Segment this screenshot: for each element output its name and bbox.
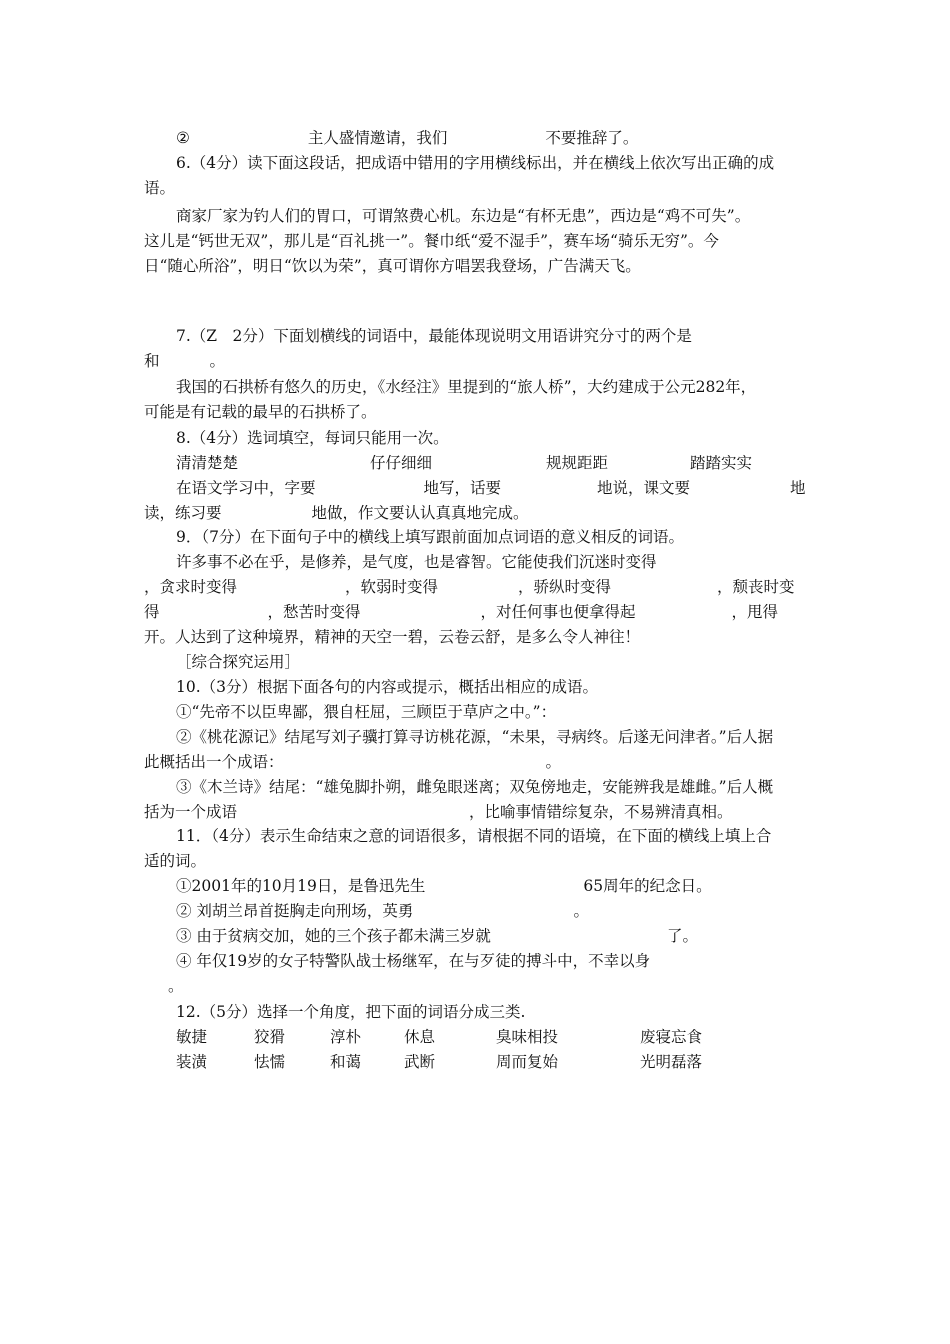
q9-title: 9．（7分）在下面句子中的横线上填写跟前面加点词语的意义相反的词语。 <box>176 528 684 546</box>
q9-paragraph-line: ，贪求时变得 ，软弱时变得 ，骄纵时变得 ，颓丧时变 <box>144 578 795 596</box>
q12-word: 废寝忘食 <box>640 1028 703 1046</box>
q8-word: 规规距距 <box>546 454 609 472</box>
q6-paragraph-line: 商家厂家为钓人们的胃口，可谓煞费心机。东边是“有杯无患”，西边是“鸡不可失”。 <box>176 207 751 225</box>
q9-paragraph-line: 开。人达到了这种境界，精神的天空一碧，云卷云舒，是多么令人神往！ <box>144 628 641 646</box>
q5-item-number: ② <box>176 129 190 147</box>
q11-title-cont: 适的词。 <box>144 852 207 870</box>
q11-title: 11．（4分）表示生命结束之意的词语很多，请根据不同的语境，在下面的横线上填上合 <box>176 827 772 845</box>
q8-word: 踏踏实实 <box>690 454 753 472</box>
q10-item: ③《木兰诗》结尾：“雄兔脚扑朔，雌兔眼迷离；双兔傍地走，安能辨我是雄雌。”后人概 <box>176 778 774 796</box>
q6-title: 6.（4分）读下面这段话，把成语中错用的字用横线标出，并在横线上依次写出正确的成 <box>176 154 775 172</box>
q10-item-cont: 括为一个成语 ，比喻事情错综复杂，不易辨清真相。 <box>144 803 733 821</box>
q12-word: 周而复始 <box>496 1053 559 1071</box>
q6-paragraph-line: 日“随心所浴”，明日“饮以为荣”，真可谓你方唱罢我登场，广告满天飞。 <box>144 257 641 275</box>
q11-item: ①2001年的10月19日，是鲁迅先生 65周年的纪念日。 <box>176 877 712 895</box>
section-heading: ［综合探究运用］ <box>176 653 301 671</box>
q11-item: ② 刘胡兰昂首挺胸走向刑场，英勇 。 <box>176 902 589 920</box>
q8-sentence-end: 地 <box>790 479 806 497</box>
q8-sentence-line: 读，练习要 地做，作文要认认真真地完成。 <box>144 504 529 522</box>
q8-sentence-line: 在语文学习中，字要 地写，话要 地说，课文要 <box>176 479 691 497</box>
q10-item: ②《桃花源记》结尾写刘子骥打算寻访桃花源，“未果，寻病终。后遂无问津者。”后人据 <box>176 728 774 746</box>
q8-title: 8.（4分）选词填空，每词只能用一次。 <box>176 429 449 447</box>
q12-word: 装潢 <box>176 1053 208 1071</box>
q12-word: 光明磊落 <box>640 1053 703 1071</box>
q8-word: 仔仔细细 <box>370 454 433 472</box>
q11-item: ③ 由于贫病交加，她的三个孩子都未满三岁就 了。 <box>176 927 698 945</box>
q10-item: ①“先帝不以臣卑鄙，猥自枉屈，三顾臣于草庐之中。”： <box>176 703 557 721</box>
q11-item: ④ 年仅19岁的女子特警队战士杨继军，在与歹徒的搏斗中，不幸以身 <box>176 952 651 970</box>
q10-item-cont: 此概括出一个成语： 。 <box>144 753 562 771</box>
q12-word: 淳朴 <box>330 1028 362 1046</box>
q5-text: 主人盛情邀请，我们 <box>307 129 448 147</box>
q5-text-end: 不要推辞了。 <box>545 129 639 147</box>
q6-title-cont: 语。 <box>144 179 176 197</box>
q7-and: 和 <box>144 352 160 370</box>
q9-paragraph-line: 得 ，愁苦时变得 ，对任何事也便拿得起 ，甩得 <box>144 603 779 621</box>
q5-line <box>176 128 638 148</box>
q12-word: 休息 <box>404 1028 436 1046</box>
q12-word: 臭味相投 <box>496 1028 559 1046</box>
q8-word: 清清楚楚 <box>176 454 239 472</box>
q12-word: 敏捷 <box>176 1028 208 1046</box>
q11-item-end: 。 <box>168 977 184 995</box>
q7-paragraph-line: 可能是有记载的最早的石拱桥了。 <box>144 403 377 421</box>
q12-word: 武断 <box>404 1053 436 1071</box>
q7-paragraph-line: 我国的石拱桥有悠久的历史，《水经注》里提到的“旅人桥”，大约建成于公元282年， <box>176 378 757 396</box>
q12-word: 和蔼 <box>330 1053 362 1071</box>
q9-paragraph-line: 许多事不必在乎，是修养，是气度，也是睿智。它能使我们沉迷时变得 <box>176 553 657 571</box>
q12-word: 怯懦 <box>254 1053 286 1071</box>
q12-title: 12.（5分）选择一个角度，把下面的词语分成三类. <box>176 1003 526 1021</box>
q10-title: 10.（3分）根据下面各句的内容或提示，概括出相应的成语。 <box>176 678 599 696</box>
q12-word: 狡猾 <box>254 1028 286 1046</box>
q7-title-cont <box>144 351 225 371</box>
q7-title: 7.（Z 2分）下面划横线的词语中，最能体现说明文用语讲究分寸的两个是 <box>176 327 692 345</box>
q6-paragraph-line: 这儿是“钙世无双”，那儿是“百礼挑一”。餐巾纸“爱不湿手”，赛车场“骑乐无穷”。今 <box>144 232 719 250</box>
q7-period: 。 <box>209 352 226 370</box>
